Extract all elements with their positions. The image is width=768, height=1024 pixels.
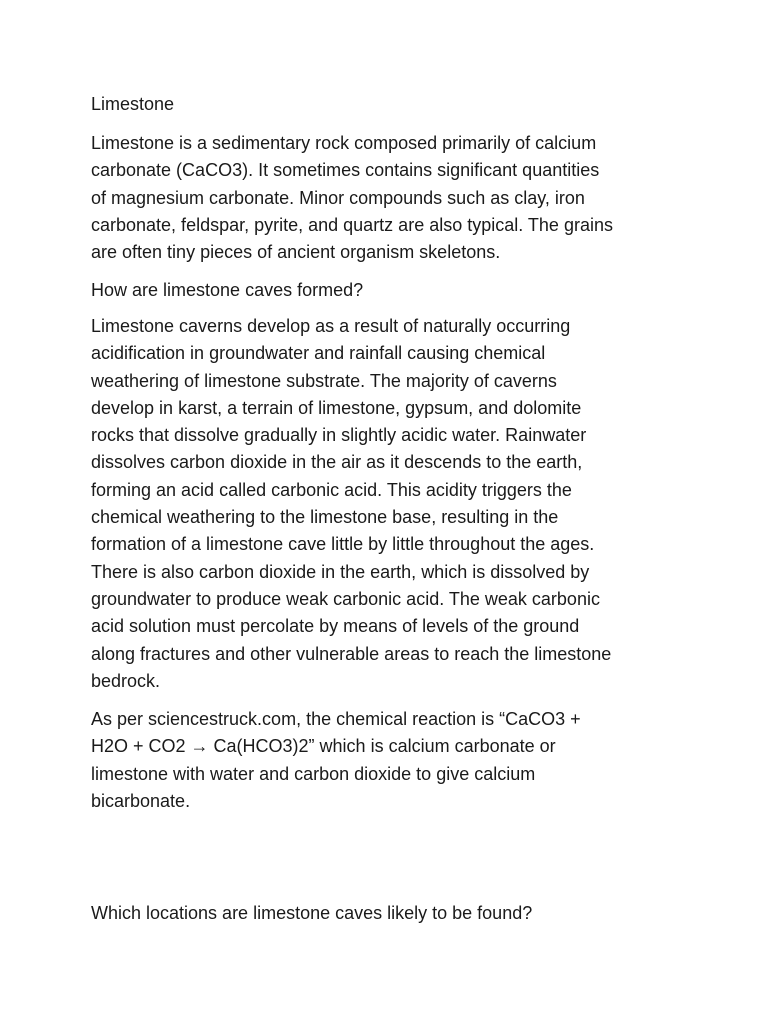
text-line: weathering of limestone substrate. The majority of caverns	[91, 370, 557, 391]
paragraph-limestone-definition	[91, 130, 613, 266]
text-line: dissolves carbon dioxide in the air as it descends to the earth,	[91, 452, 583, 473]
text-line: bicarbonate.	[91, 790, 191, 811]
text-line: Limestone is a sedimentary rock composed primarily of calcium	[91, 133, 597, 153]
text-line: H2O + CO2 → Ca(HCO3)2” which is calcium carbonate or	[91, 736, 556, 757]
text-line: carbonate, feldspar, pyrite, and quartz are also typical. The grains	[91, 214, 613, 235]
text-line: develop in karst, a terrain of limestone, gypsum, and dolomite	[91, 397, 582, 418]
text-line: formation of a limestone cave little by little throughout the ages.	[91, 534, 595, 555]
text-line: acid solution must percolate by means of levels of the ground	[91, 616, 580, 637]
text-line: bedrock.	[91, 670, 161, 691]
text-line: are often tiny pieces of ancient organism skeletons.	[91, 242, 501, 263]
paragraph-chemical-reaction	[91, 706, 581, 815]
text-line: chemical weathering to the limestone base, resulting in the	[91, 507, 559, 528]
text-line: Limestone caverns develop as a result of naturally occurring	[91, 316, 571, 336]
text-line: carbonate (CaCO3). It sometimes contains significant quantities	[91, 160, 600, 181]
text-line: along fractures and other vulnerable areas to reach the limestone	[91, 643, 612, 664]
text-line: groundwater to produce weak carbonic acid. The weak carbonic	[91, 588, 600, 609]
text-line: As per sciencestruck.com, the chemical reaction is “CaCO3 +	[91, 709, 581, 729]
section-question-cave-locations: Which locations are limestone caves likely to be found?	[91, 903, 533, 923]
document-title: Limestone	[91, 94, 175, 114]
paragraph-cave-formation	[91, 313, 611, 695]
text-line: forming an acid called carbonic acid. This acidity triggers the	[91, 479, 572, 500]
section-question-cave-formation: How are limestone caves formed?	[91, 280, 364, 300]
text-line: of magnesium carbonate. Minor compounds such as clay, iron	[91, 187, 585, 208]
text-line: limestone with water and carbon dioxide to give calcium	[91, 763, 536, 784]
text-line: There is also carbon dioxide in the earth, which is dissolved by	[91, 561, 590, 582]
text-line: rocks that dissolve gradually in slightly acidic water. Rainwater	[91, 425, 587, 446]
text-line: acidification in groundwater and rainfall causing chemical	[91, 343, 546, 364]
